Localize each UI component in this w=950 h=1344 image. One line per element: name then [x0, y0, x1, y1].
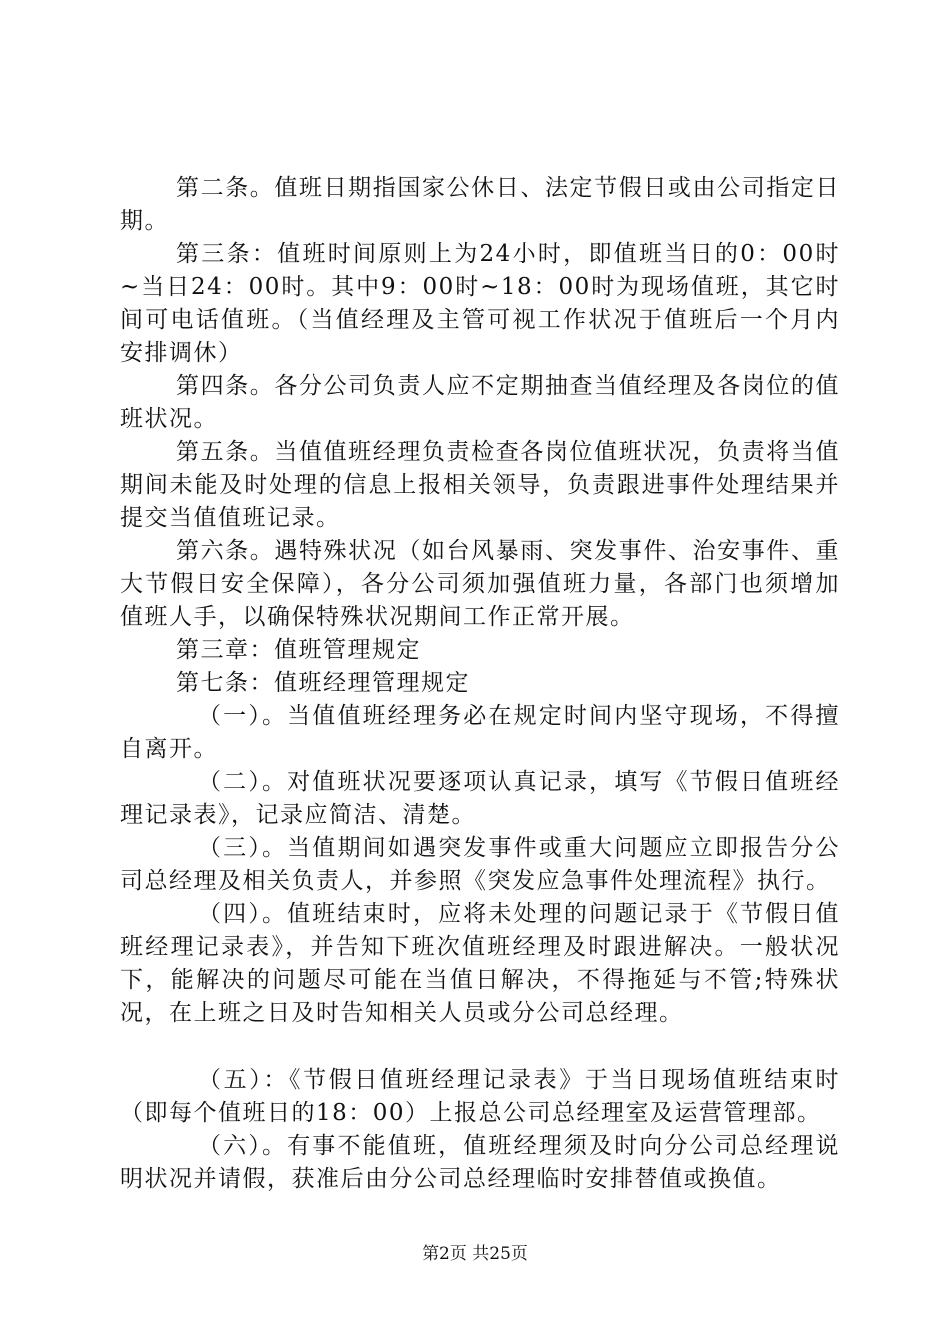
article-2: 第二条。值班日期指国家公休日、法定节假日或由公司指定日期。 — [120, 175, 840, 234]
clause-1: （一）。当值值班经理务必在规定时间内坚守现场，不得擅自离开。 — [120, 703, 840, 762]
article-3: 第三条：值班时间原则上为24小时，即值班当日的0：00时~当日24：00时。其中9：00时~18：00时为现场值班，其它时间可电话值班。（当值经理及主管可视工作状况于值班后一个月内安排调休） — [120, 241, 840, 366]
article-5: 第五条。当值值班经理负责检查各岗位值班状况，负责将当值期间未能及时处理的信息上报相关领导，负责跟进事件处理结果并提交当值值班记录。 — [120, 439, 840, 531]
article-4: 第四条。各分公司负责人应不定期抽查当值经理及各岗位的值班状况。 — [120, 373, 840, 432]
article-7-heading: 第七条：值班经理管理规定 — [176, 670, 470, 696]
clause-6: （六）。有事不能值班，值班经理须及时向分公司总经理说明状况并请假，获准后由分公司总经理临时安排替值或换值。 — [120, 1133, 840, 1192]
clause-3: （三）。当值期间如遇突发事件或重大问题应立即报告分公司总经理及相关负责人，并参照《突发应急事件处理流程》执行。 — [120, 835, 840, 894]
article-6: 第六条。遇特殊状况（如台风暴雨、突发事件、治安事件、重大节假日安全保障），各分公司须加强值班力量，各部门也须增加值班人手，以确保特殊状况期间工作正常开展。 — [120, 538, 840, 630]
document-body — [120, 172, 840, 1196]
clause-5: （五）：《节假日值班经理记录表》于当日现场值班结束时（即每个值班日的18：00）上报总公司总经理室及运营管理部。 — [120, 1067, 840, 1126]
clause-2: （二）。对值班状况要逐项认真记录，填写《节假日值班经理记录表》，记录应简洁、清楚。 — [120, 769, 840, 828]
page-footer — [0, 1242, 950, 1266]
chapter-3-heading: 第三章：值班管理规定 — [176, 637, 421, 663]
clause-4: （四）。值班结束时，应将未处理的问题记录于《节假日值班经理记录表》，并告知下班次值班经理及时跟进解决。一般状况下，能解决的问题尽可能在当值日解决，不得拖延与不管;特殊状况，在上班之日及时告知相关人员或分公司总经理。 — [120, 901, 840, 1026]
page-number-label: 第2页 共25页 — [422, 1244, 528, 1264]
